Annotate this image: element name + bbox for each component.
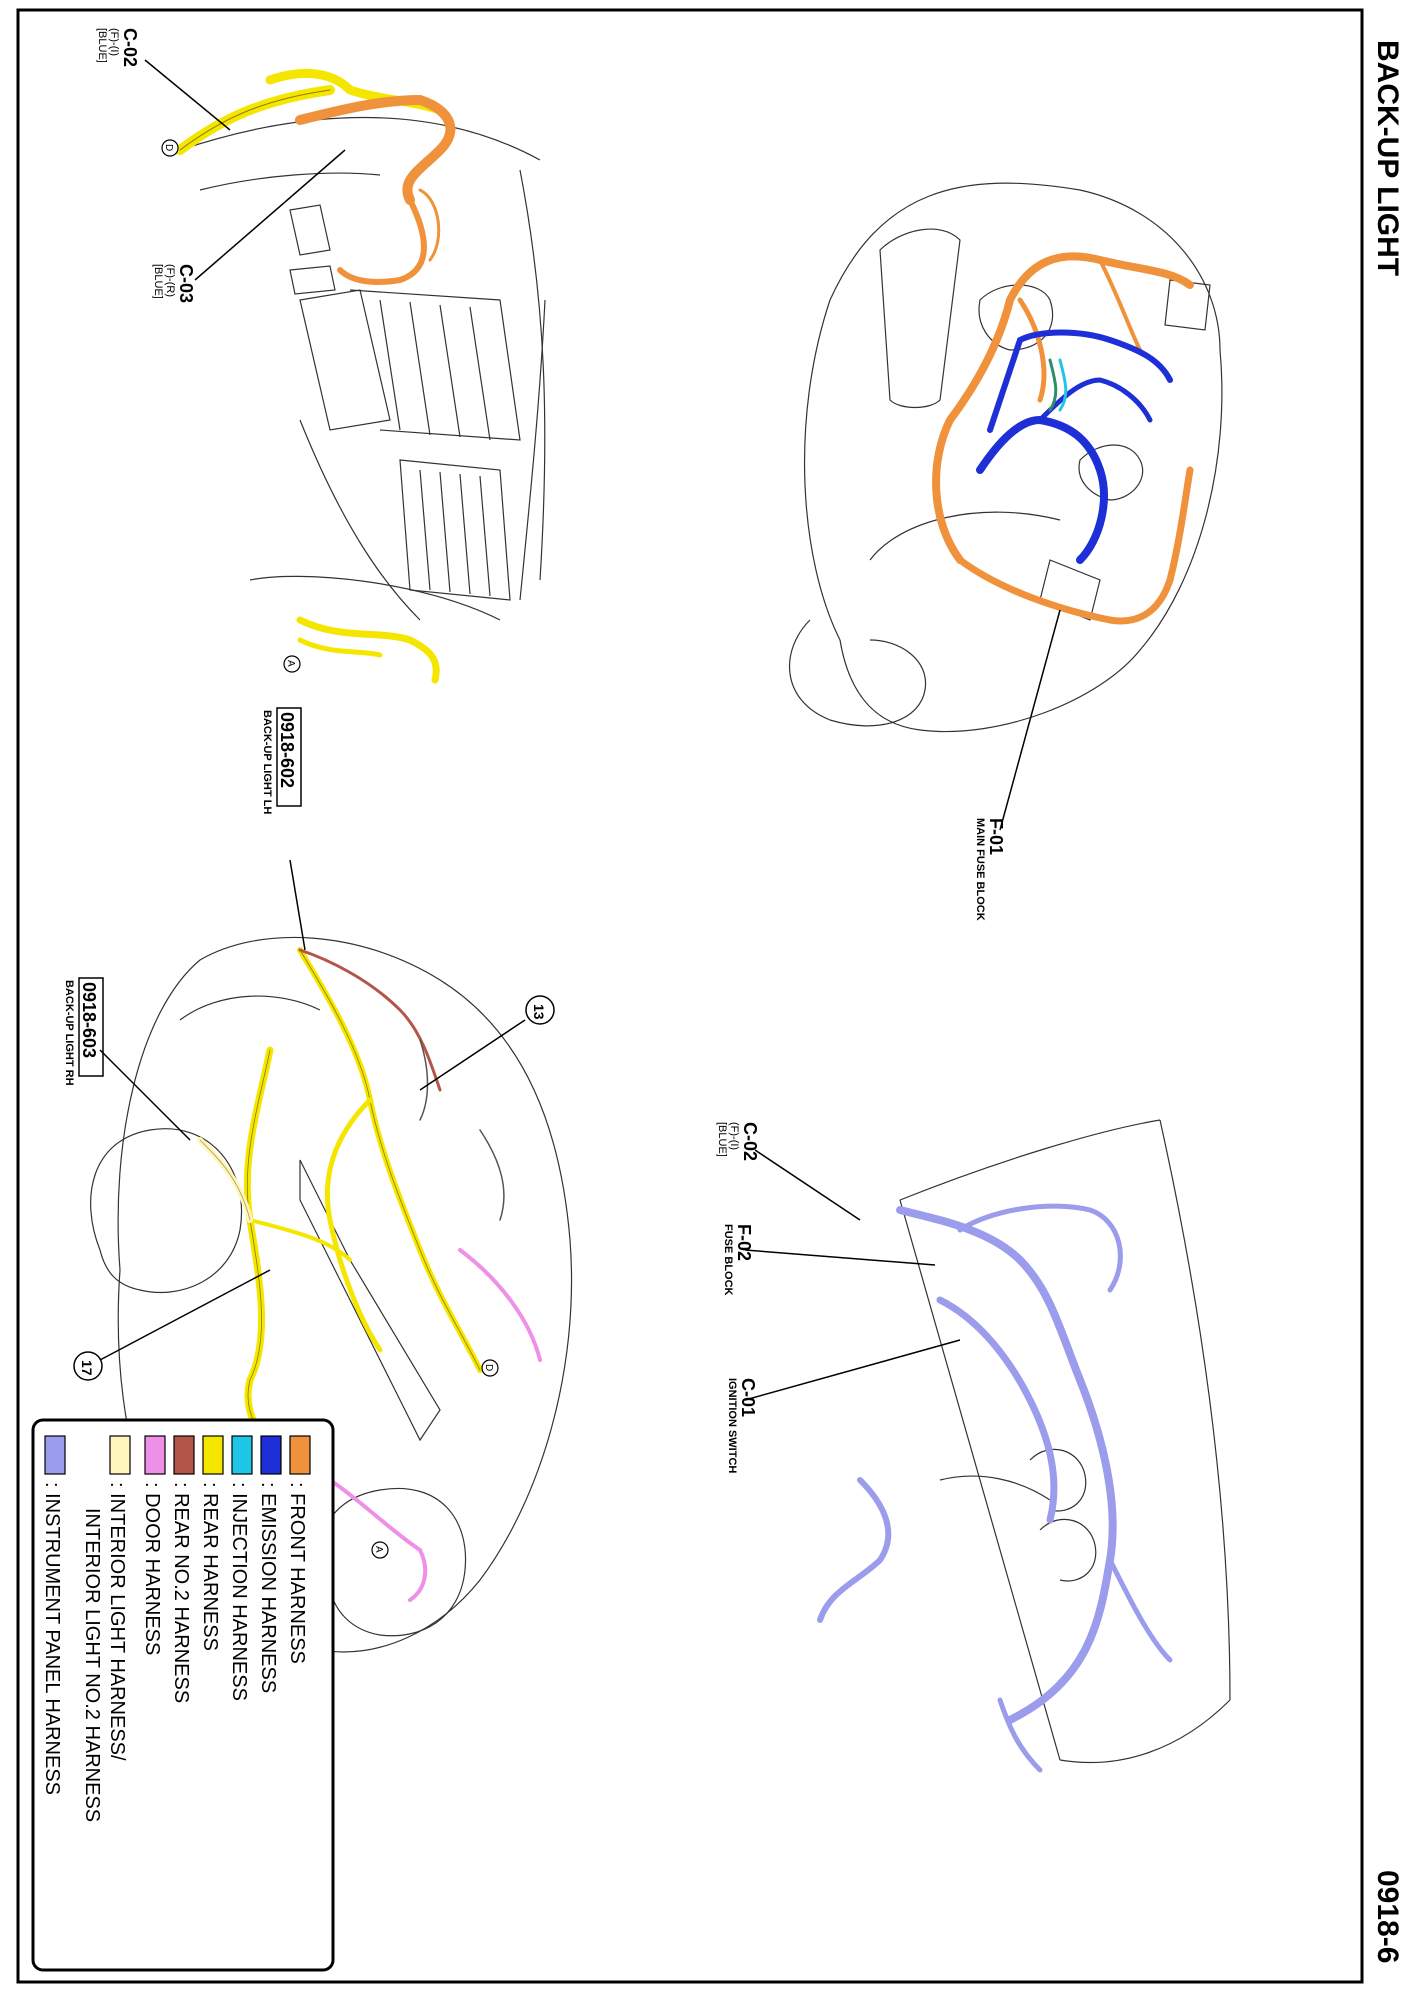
connector-code: 0918-602: [277, 712, 297, 789]
connector-label-c02-top: [96, 28, 140, 67]
console-view-drawing: [180, 118, 545, 621]
svg-text:D: D: [483, 1364, 494, 1372]
connector-detail: [BLUE]: [96, 28, 108, 63]
connector-name: IGNITION SWITCH: [726, 1378, 738, 1474]
page-title: BACK-UP LIGHT: [1371, 40, 1404, 277]
legend-swatch: [261, 1436, 281, 1474]
page-number: 0918-6: [1371, 1870, 1404, 1964]
connector-label-f02: [722, 1224, 754, 1296]
callout-a-body: [372, 1542, 388, 1558]
connector-name: BACK-UP LIGHT LH: [261, 710, 273, 815]
connector-detail: (F)-(I): [728, 1122, 740, 1151]
legend-label: : REAR NO.2 HARNESS: [170, 1482, 192, 1704]
connector-label-rh: [63, 978, 103, 1086]
connector-label-f01: [974, 818, 1006, 921]
connector-code: F-02: [734, 1224, 754, 1262]
legend-label: : INTERIOR LIGHT HARNESS/: [106, 1482, 128, 1761]
engine-bay-harness-wires: [936, 256, 1190, 621]
legend-label: : DOOR HARNESS: [141, 1482, 163, 1656]
instrument-panel-drawing: [900, 1120, 1230, 1763]
connector-detail: [BLUE]: [152, 264, 164, 299]
callout-d-body: [482, 1360, 498, 1376]
svg-text:D: D: [163, 144, 174, 152]
harness-legend: [33, 1420, 333, 1970]
connector-code: C-02: [740, 1122, 760, 1162]
legend-swatch: [110, 1436, 130, 1474]
connector-detail: [BLUE]: [716, 1122, 728, 1157]
svg-text:A: A: [285, 660, 296, 667]
instrument-panel-harness-wires: [820, 1206, 1170, 1770]
legend-label: : FRONT HARNESS: [286, 1482, 308, 1664]
svg-text:A: A: [373, 1546, 384, 1553]
legend-swatch: [203, 1436, 223, 1474]
connector-code: C-03: [176, 264, 196, 304]
connector-label-c02-panel: [716, 1122, 760, 1161]
connector-detail: (F)-(R): [164, 264, 176, 297]
legend-swatch: [232, 1436, 252, 1474]
connector-name: FUSE BLOCK: [722, 1224, 734, 1296]
legend-label: : EMISSION HARNESS: [257, 1482, 279, 1694]
callout-13: [526, 996, 554, 1024]
legend-label: INTERIOR LIGHT NO.2 HARNESS: [81, 1508, 103, 1823]
legend-label: : REAR HARNESS: [199, 1482, 221, 1651]
connector-code: C-01: [738, 1378, 758, 1418]
legend-swatch: [174, 1436, 194, 1474]
engine-bay-drawing: [790, 183, 1222, 731]
connector-label-lh: [261, 708, 301, 814]
legend-swatch: [145, 1436, 165, 1474]
callout-a-top: [284, 656, 300, 672]
connector-code: F-01: [986, 818, 1006, 856]
legend-swatch: [290, 1436, 310, 1474]
connector-name: MAIN FUSE BLOCK: [974, 818, 986, 921]
connector-code: C-02: [120, 28, 140, 68]
legend-swatch: [45, 1436, 65, 1474]
connector-label-c03: [152, 264, 196, 303]
svg-text:13: 13: [531, 1004, 547, 1020]
callout-17: [74, 1352, 102, 1380]
connector-detail: (F)-(I): [108, 28, 120, 57]
svg-text:17: 17: [79, 1360, 95, 1376]
legend-label: : INSTRUMENT PANEL HARNESS: [41, 1482, 63, 1796]
legend-label: : INJECTION HARNESS: [228, 1482, 250, 1701]
connector-name: BACK-UP LIGHT RH: [63, 980, 75, 1086]
connector-code: 0918-603: [79, 982, 99, 1059]
callout-d-top: [162, 140, 178, 156]
connector-label-c01: [726, 1378, 758, 1473]
